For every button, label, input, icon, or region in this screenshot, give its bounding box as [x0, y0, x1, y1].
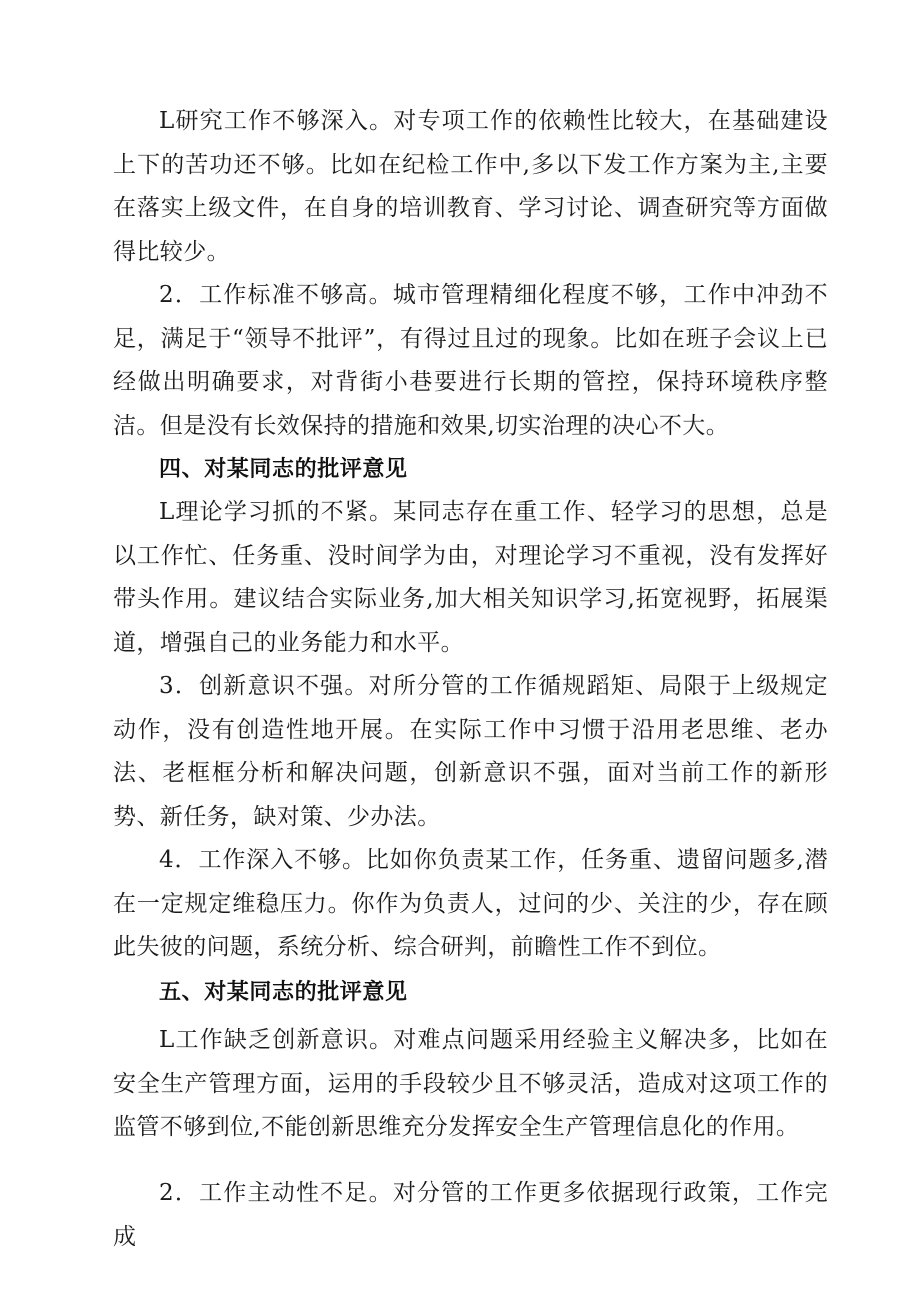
paragraph-work-standard: 2．工作标准不够高。城市管理精细化程度不够，工作中冲劲不足，满足于“领导不批评”，有得过且过的现象。比如在班子会议上已经做出明确要求，对背街小巷要进行长期的管控，保持环境秩序整洁。但是没有长效保持的措施和效果,切实治理的决心不大。 [113, 282, 828, 439]
paragraph-innovation-awareness: 3．创新意识不强。对所分管的工作循规蹈矩、局限于上级规定动作，没有创造性地开展。在实际工作中习惯于沿用老思维、老办法、老框框分析和解决问题，创新意识不强，面对当前工作的新形势、新任务，缺对策、少办法。 [113, 673, 828, 830]
paragraph-work-depth: 4．工作深入不够。比如你负责某工作，任务重、遗留问题多,潜在一定规定维稳压力。你作为负责人，过问的少、关注的少，存在顾此失彼的问题，系统分析、综合研判，前瞻性工作不到位。 [113, 847, 828, 960]
section-heading-four: 四、对某同志的批评意见 [159, 457, 408, 482]
paragraph-theory-study: L理论学习抓的不紧。某同志存在重工作、轻学习的思想，总是以工作忙、任务重、没时间学为由，对理论学习不重视，没有发挥好带头作用。建议结合实际业务,加大相关知识学习,拓宽视野，拓展渠道，增强自己的业务能力和水平。 [113, 499, 828, 656]
section-heading-five: 五、对某同志的批评意见 [159, 980, 408, 1005]
paragraph-lack-innovation: L工作缺乏创新意识。对难点问题采用经验主义解决多，比如在安全生产管理方面，运用的手段较少且不够灵活，造成对这项工作的监管不够到位,不能创新思维充分发挥安全生产管理信息化的作用。 [113, 1027, 828, 1140]
paragraph-research-depth: L研究工作不够深入。对专项工作的依赖性比较大，在基础建设上下的苦功还不够。比如在纪检工作中,多以下发工作方案为主,主要在落实上级文件，在自身的培训教育、学习讨论、调查研究等方面做得比较少。 [113, 108, 828, 265]
paragraph-initiative: 2．工作主动性不足。对分管的工作更多依据现行政策，工作完成 [113, 1180, 828, 1250]
